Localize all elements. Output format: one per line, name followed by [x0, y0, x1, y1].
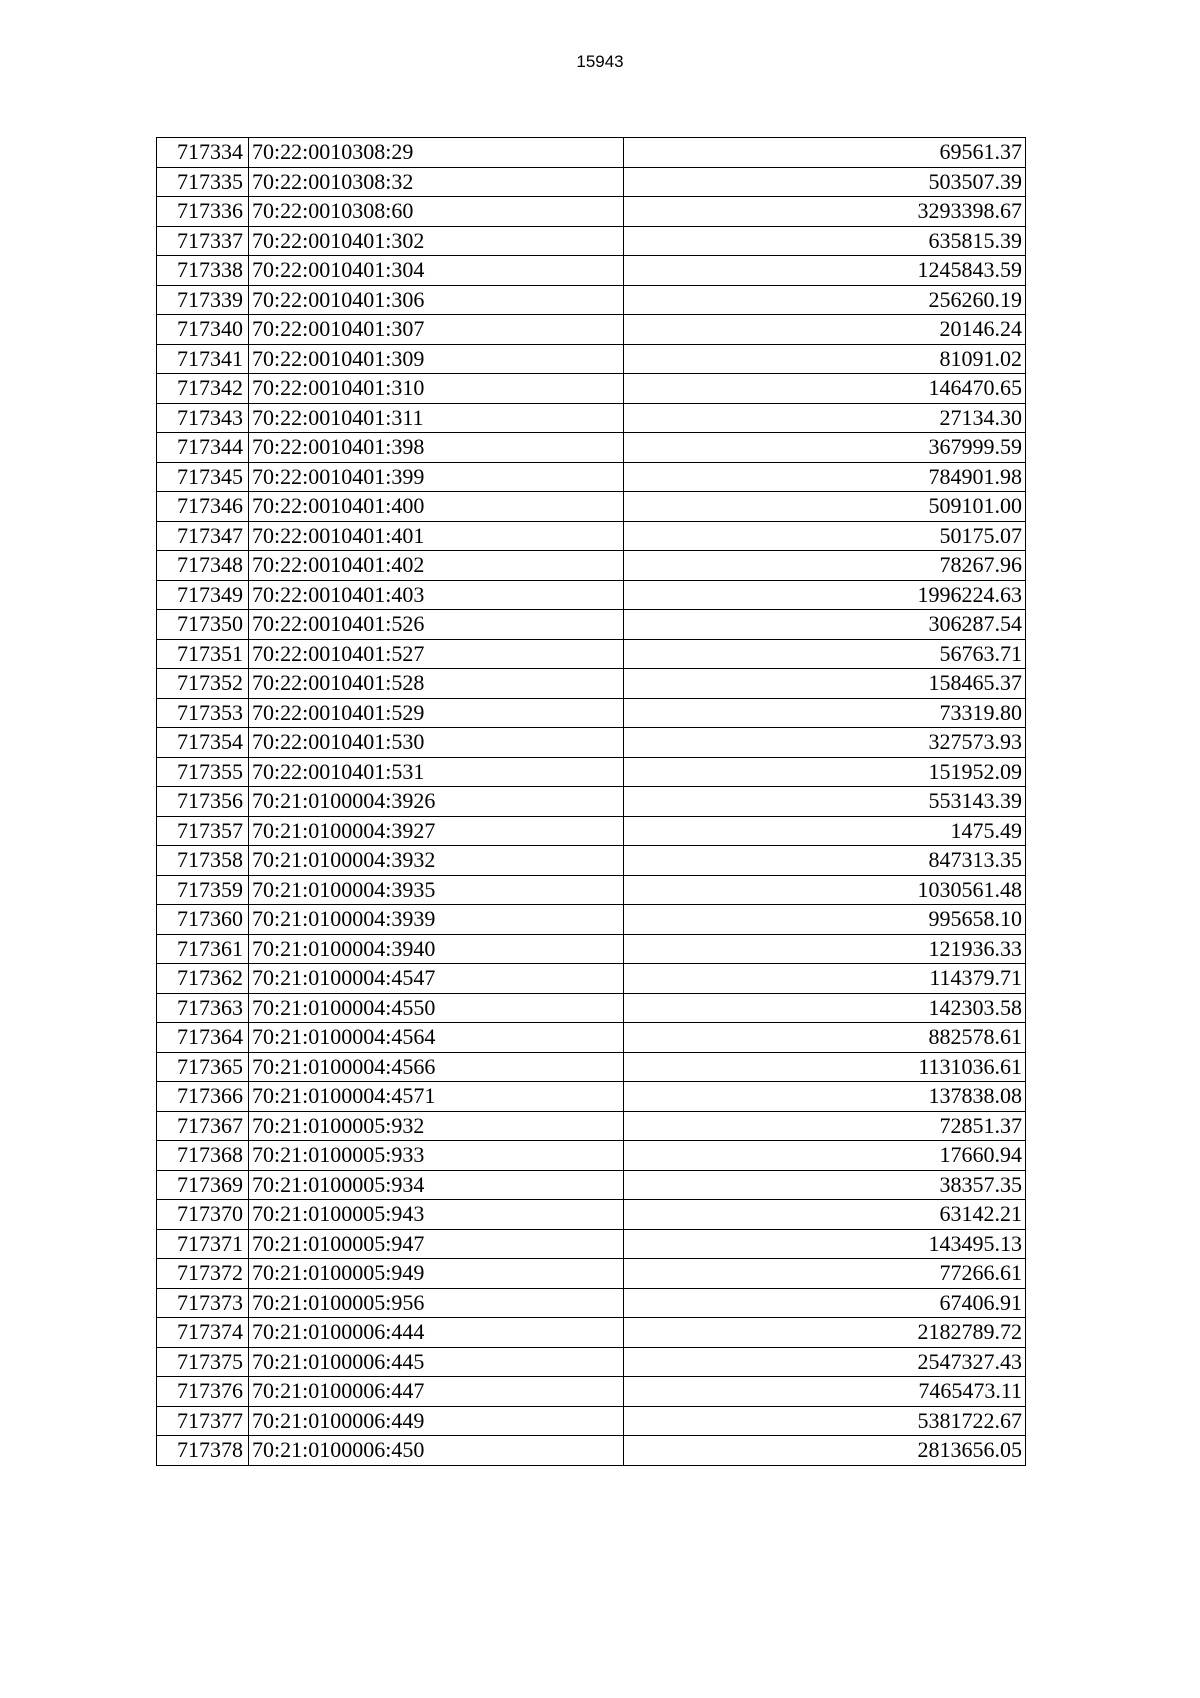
- value-cell: 73319.80: [624, 698, 1026, 728]
- table-row: [157, 1406, 1026, 1436]
- value-cell: 3293398.67: [624, 197, 1026, 227]
- cadastral-number-cell: 70:22:0010308:60: [249, 197, 624, 227]
- value-cell: 158465.37: [624, 669, 1026, 699]
- value-cell: 995658.10: [624, 905, 1026, 935]
- cadastral-number-cell: 70:21:0100005:934: [249, 1170, 624, 1200]
- value-cell: 27134.30: [624, 403, 1026, 433]
- cadastral-number-cell: 70:21:0100006:449: [249, 1406, 624, 1436]
- cadastral-number-cell: 70:21:0100005:949: [249, 1259, 624, 1289]
- cadastral-number-cell: 70:21:0100005:932: [249, 1111, 624, 1141]
- table-row: [157, 551, 1026, 581]
- row-number-cell: 717341: [157, 344, 249, 374]
- table-row: [157, 1436, 1026, 1466]
- cadastral-number-cell: 70:22:0010401:401: [249, 521, 624, 551]
- row-number-cell: 717373: [157, 1288, 249, 1318]
- cadastral-number-cell: 70:22:0010401:531: [249, 757, 624, 787]
- row-number-cell: 717344: [157, 433, 249, 463]
- row-number-cell: 717367: [157, 1111, 249, 1141]
- row-number-cell: 717348: [157, 551, 249, 581]
- table-row: [157, 492, 1026, 522]
- row-number-cell: 717365: [157, 1052, 249, 1082]
- value-cell: 81091.02: [624, 344, 1026, 374]
- value-cell: 146470.65: [624, 374, 1026, 404]
- row-number-cell: 717354: [157, 728, 249, 758]
- row-number-cell: 717369: [157, 1170, 249, 1200]
- cadastral-number-cell: 70:22:0010401:399: [249, 462, 624, 492]
- row-number-cell: 717358: [157, 846, 249, 876]
- cadastral-number-cell: 70:22:0010401:307: [249, 315, 624, 345]
- value-cell: 63142.21: [624, 1200, 1026, 1230]
- cadastral-number-cell: 70:22:0010401:527: [249, 639, 624, 669]
- row-number-cell: 717359: [157, 875, 249, 905]
- row-number-cell: 717355: [157, 757, 249, 787]
- value-cell: 69561.37: [624, 138, 1026, 168]
- cadastral-number-cell: 70:22:0010401:398: [249, 433, 624, 463]
- table-row: [157, 374, 1026, 404]
- row-number-cell: 717376: [157, 1377, 249, 1407]
- table-row: [157, 964, 1026, 994]
- table-row: [157, 1288, 1026, 1318]
- table-row: [157, 669, 1026, 699]
- table-row: [157, 167, 1026, 197]
- table-row: [157, 1082, 1026, 1112]
- table-row: [157, 1052, 1026, 1082]
- value-cell: 2182789.72: [624, 1318, 1026, 1348]
- value-cell: 882578.61: [624, 1023, 1026, 1053]
- table-row: [157, 875, 1026, 905]
- value-cell: 72851.37: [624, 1111, 1026, 1141]
- cadastral-number-cell: 70:22:0010401:530: [249, 728, 624, 758]
- table-row: [157, 1259, 1026, 1289]
- page-number: 15943: [576, 52, 624, 71]
- cadastral-number-cell: 70:21:0100004:3926: [249, 787, 624, 817]
- value-cell: 2813656.05: [624, 1436, 1026, 1466]
- cadastral-number-cell: 70:21:0100004:3932: [249, 846, 624, 876]
- table-row: [157, 1200, 1026, 1230]
- table-row: [157, 138, 1026, 168]
- table-row: [157, 226, 1026, 256]
- cadastral-number-cell: 70:22:0010401:309: [249, 344, 624, 374]
- row-number-cell: 717366: [157, 1082, 249, 1112]
- table-row: [157, 256, 1026, 286]
- row-number-cell: 717350: [157, 610, 249, 640]
- cadastral-number-cell: 70:21:0100004:4571: [249, 1082, 624, 1112]
- row-number-cell: 717343: [157, 403, 249, 433]
- data-table: [156, 137, 1026, 1466]
- table-row: [157, 580, 1026, 610]
- row-number-cell: 717374: [157, 1318, 249, 1348]
- cadastral-number-cell: 70:21:0100006:445: [249, 1347, 624, 1377]
- table-row: [157, 610, 1026, 640]
- table-row: [157, 1111, 1026, 1141]
- row-number-cell: 717345: [157, 462, 249, 492]
- value-cell: 1131036.61: [624, 1052, 1026, 1082]
- cadastral-number-cell: 70:22:0010401:304: [249, 256, 624, 286]
- cadastral-number-cell: 70:22:0010308:32: [249, 167, 624, 197]
- row-number-cell: 717347: [157, 521, 249, 551]
- table-row: [157, 639, 1026, 669]
- cadastral-number-cell: 70:22:0010401:306: [249, 285, 624, 315]
- table-row: [157, 1318, 1026, 1348]
- cadastral-number-cell: 70:21:0100005:943: [249, 1200, 624, 1230]
- table-row: [157, 462, 1026, 492]
- table-row: [157, 285, 1026, 315]
- value-cell: 50175.07: [624, 521, 1026, 551]
- row-number-cell: 717375: [157, 1347, 249, 1377]
- table-row: [157, 1377, 1026, 1407]
- row-number-cell: 717368: [157, 1141, 249, 1171]
- row-number-cell: 717335: [157, 167, 249, 197]
- row-number-cell: 717352: [157, 669, 249, 699]
- table-row: [157, 403, 1026, 433]
- cadastral-number-cell: 70:22:0010401:529: [249, 698, 624, 728]
- row-number-cell: 717362: [157, 964, 249, 994]
- cadastral-number-cell: 70:21:0100005:947: [249, 1229, 624, 1259]
- value-cell: 367999.59: [624, 433, 1026, 463]
- cadastral-number-cell: 70:22:0010401:311: [249, 403, 624, 433]
- table-row: [157, 1347, 1026, 1377]
- cadastral-number-cell: 70:21:0100006:450: [249, 1436, 624, 1466]
- value-cell: 847313.35: [624, 846, 1026, 876]
- cadastral-number-cell: 70:21:0100004:4566: [249, 1052, 624, 1082]
- value-cell: 143495.13: [624, 1229, 1026, 1259]
- row-number-cell: 717360: [157, 905, 249, 935]
- table-row: [157, 728, 1026, 758]
- row-number-cell: 717364: [157, 1023, 249, 1053]
- value-cell: 2547327.43: [624, 1347, 1026, 1377]
- row-number-cell: 717337: [157, 226, 249, 256]
- value-cell: 503507.39: [624, 167, 1026, 197]
- cadastral-number-cell: 70:21:0100004:4564: [249, 1023, 624, 1053]
- cadastral-number-cell: 70:21:0100005:933: [249, 1141, 624, 1171]
- value-cell: 784901.98: [624, 462, 1026, 492]
- row-number-cell: 717342: [157, 374, 249, 404]
- cadastral-number-cell: 70:22:0010401:402: [249, 551, 624, 581]
- table-row: [157, 344, 1026, 374]
- table-row: [157, 521, 1026, 551]
- cadastral-number-cell: 70:22:0010401:526: [249, 610, 624, 640]
- cadastral-number-cell: 70:22:0010401:310: [249, 374, 624, 404]
- table-row: [157, 993, 1026, 1023]
- row-number-cell: 717370: [157, 1200, 249, 1230]
- table-row: [157, 1170, 1026, 1200]
- row-number-cell: 717363: [157, 993, 249, 1023]
- cadastral-number-cell: 70:21:0100004:4550: [249, 993, 624, 1023]
- table-row: [157, 846, 1026, 876]
- table-row: [157, 934, 1026, 964]
- row-number-cell: 717356: [157, 787, 249, 817]
- value-cell: 1030561.48: [624, 875, 1026, 905]
- value-cell: 7465473.11: [624, 1377, 1026, 1407]
- cadastral-number-cell: 70:21:0100004:4547: [249, 964, 624, 994]
- row-number-cell: 717357: [157, 816, 249, 846]
- row-number-cell: 717372: [157, 1259, 249, 1289]
- cadastral-number-cell: 70:21:0100004:3940: [249, 934, 624, 964]
- value-cell: 553143.39: [624, 787, 1026, 817]
- table-row: [157, 1141, 1026, 1171]
- cadastral-number-cell: 70:22:0010308:29: [249, 138, 624, 168]
- row-number-cell: 717361: [157, 934, 249, 964]
- table-row: [157, 1023, 1026, 1053]
- value-cell: 1475.49: [624, 816, 1026, 846]
- cadastral-number-cell: 70:21:0100004:3927: [249, 816, 624, 846]
- table-row: [157, 698, 1026, 728]
- table-row: [157, 757, 1026, 787]
- value-cell: 151952.09: [624, 757, 1026, 787]
- value-cell: 306287.54: [624, 610, 1026, 640]
- cadastral-number-cell: 70:21:0100006:447: [249, 1377, 624, 1407]
- value-cell: 509101.00: [624, 492, 1026, 522]
- value-cell: 67406.91: [624, 1288, 1026, 1318]
- value-cell: 38357.35: [624, 1170, 1026, 1200]
- value-cell: 114379.71: [624, 964, 1026, 994]
- row-number-cell: 717338: [157, 256, 249, 286]
- row-number-cell: 717353: [157, 698, 249, 728]
- value-cell: 121936.33: [624, 934, 1026, 964]
- value-cell: 17660.94: [624, 1141, 1026, 1171]
- cadastral-number-cell: 70:22:0010401:302: [249, 226, 624, 256]
- row-number-cell: 717349: [157, 580, 249, 610]
- row-number-cell: 717371: [157, 1229, 249, 1259]
- value-cell: 20146.24: [624, 315, 1026, 345]
- cadastral-number-cell: 70:21:0100005:956: [249, 1288, 624, 1318]
- table-row: [157, 1229, 1026, 1259]
- value-cell: 1996224.63: [624, 580, 1026, 610]
- cadastral-number-cell: 70:21:0100004:3935: [249, 875, 624, 905]
- value-cell: 78267.96: [624, 551, 1026, 581]
- cadastral-number-cell: 70:22:0010401:528: [249, 669, 624, 699]
- row-number-cell: 717334: [157, 138, 249, 168]
- table-body: [157, 138, 1026, 1466]
- row-number-cell: 717339: [157, 285, 249, 315]
- value-cell: 256260.19: [624, 285, 1026, 315]
- table-row: [157, 787, 1026, 817]
- table-row: [157, 315, 1026, 345]
- value-cell: 142303.58: [624, 993, 1026, 1023]
- row-number-cell: 717340: [157, 315, 249, 345]
- row-number-cell: 717377: [157, 1406, 249, 1436]
- table-row: [157, 905, 1026, 935]
- row-number-cell: 717346: [157, 492, 249, 522]
- row-number-cell: 717378: [157, 1436, 249, 1466]
- table-row: [157, 816, 1026, 846]
- value-cell: 1245843.59: [624, 256, 1026, 286]
- cadastral-number-cell: 70:22:0010401:403: [249, 580, 624, 610]
- value-cell: 635815.39: [624, 226, 1026, 256]
- table-row: [157, 197, 1026, 227]
- value-cell: 56763.71: [624, 639, 1026, 669]
- value-cell: 5381722.67: [624, 1406, 1026, 1436]
- value-cell: 77266.61: [624, 1259, 1026, 1289]
- row-number-cell: 717351: [157, 639, 249, 669]
- value-cell: 137838.08: [624, 1082, 1026, 1112]
- cadastral-number-cell: 70:22:0010401:400: [249, 492, 624, 522]
- cadastral-number-cell: 70:21:0100004:3939: [249, 905, 624, 935]
- table-row: [157, 433, 1026, 463]
- cadastral-number-cell: 70:21:0100006:444: [249, 1318, 624, 1348]
- value-cell: 327573.93: [624, 728, 1026, 758]
- row-number-cell: 717336: [157, 197, 249, 227]
